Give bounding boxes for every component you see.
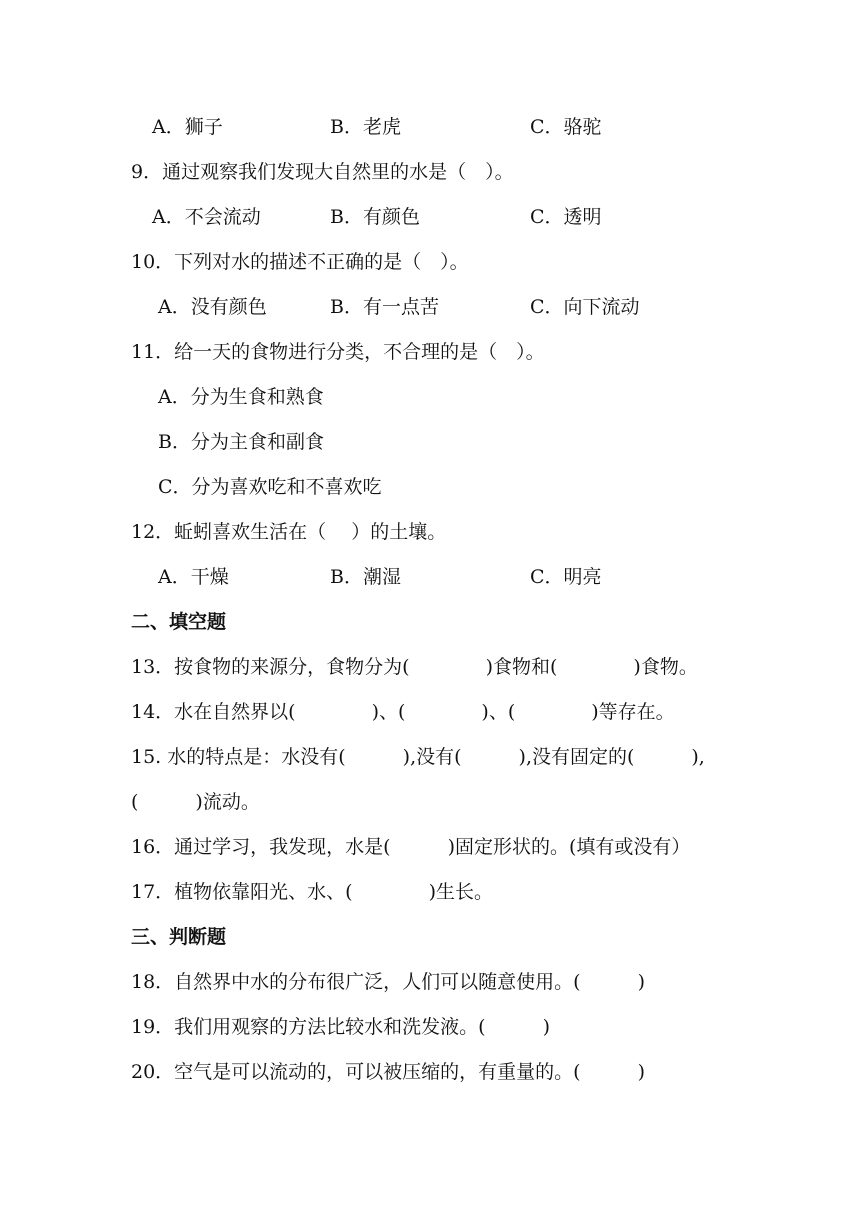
section-heading-fill-in: 二、填空题 bbox=[131, 611, 227, 633]
q10-option-c: C．向下流动 bbox=[530, 296, 640, 318]
q15-stem-line2: ( )流动。 bbox=[131, 791, 260, 813]
q9-option-c: C．透明 bbox=[530, 206, 602, 228]
q8-option-b: B．老虎 bbox=[330, 116, 401, 138]
q19-stem: 19．我们用观察的方法比较水和洗发液。( ) bbox=[131, 1016, 551, 1038]
q18-stem: 18．自然界中水的分布很广泛，人们可以随意使用。( ) bbox=[131, 971, 646, 993]
q15-stem-line1: 15. 水的特点是：水没有( ),没有( ),没有固定的( ), bbox=[131, 746, 705, 768]
q12-option-b: B．潮湿 bbox=[330, 566, 401, 588]
q10-stem: 10．下列对水的描述不正确的是（ ）。 bbox=[131, 251, 469, 273]
q9-stem: 9．通过观察我们发现大自然里的水是（ ）。 bbox=[131, 161, 514, 183]
q10-option-b: B．有一点苦 bbox=[330, 296, 439, 318]
q10-option-a: A．没有颜色 bbox=[158, 296, 267, 318]
q12-option-c: C．明亮 bbox=[530, 566, 602, 588]
q11-option-a: A．分为生食和熟食 bbox=[158, 386, 324, 408]
q14-stem: 14．水在自然界以( )、( )、( )等存在。 bbox=[131, 701, 675, 723]
q9-option-a: A．不会流动 bbox=[152, 206, 261, 228]
q17-stem: 17．植物依靠阳光、水、( )生长。 bbox=[131, 881, 494, 903]
q12-stem: 12．蚯蚓喜欢生活在（ ）的土壤。 bbox=[131, 521, 447, 543]
q11-option-b: B．分为主食和副食 bbox=[158, 431, 324, 453]
q13-stem: 13．按食物的来源分，食物分为( )食物和( )食物。 bbox=[131, 656, 698, 678]
q16-stem: 16．通过学习，我发现，水是( )固定形状的。(填有或没有） bbox=[131, 836, 691, 858]
q11-option-c: C．分为喜欢吃和不喜欢吃 bbox=[158, 476, 382, 498]
q8-option-a: A．狮子 bbox=[152, 116, 223, 138]
q20-stem: 20．空气是可以流动的，可以被压缩的，有重量的。( ) bbox=[131, 1061, 646, 1083]
section-heading-true-false: 三、判断题 bbox=[131, 926, 227, 948]
q9-option-b: B．有颜色 bbox=[330, 206, 420, 228]
q11-stem: 11．给一天的食物进行分类，不合理的是（ ）。 bbox=[131, 341, 545, 363]
q12-option-a: A．干燥 bbox=[158, 566, 229, 588]
q8-option-c: C．骆驼 bbox=[530, 116, 602, 138]
